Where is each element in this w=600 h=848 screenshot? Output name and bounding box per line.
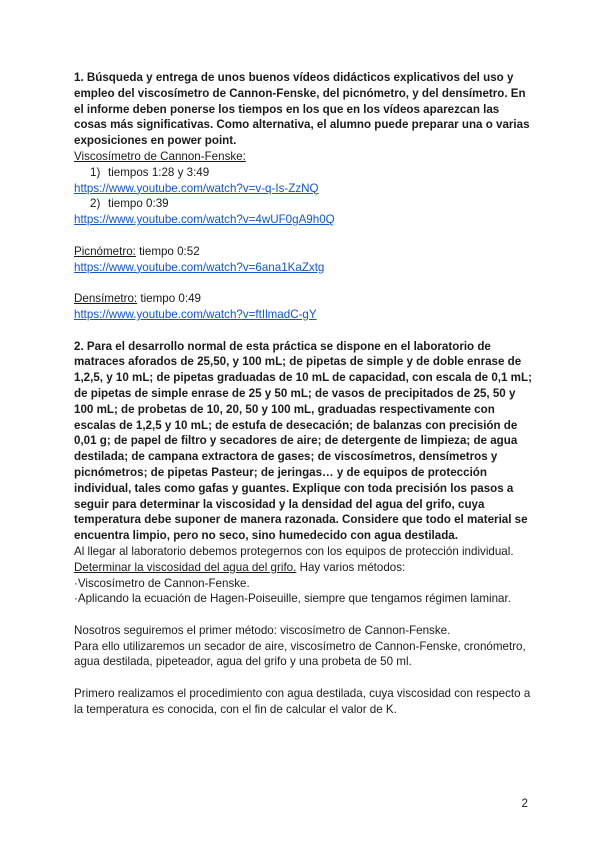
answer-paragraph: Para ello utilizaremos un secador de aire, viscosímetro de Cannon-Fenske, cronómetro, agua destilada, pipeteador, agua del grifo y una probeta de 50 ml. bbox=[74, 639, 526, 669]
method-item: ·Viscosímetro de Cannon-Fenske. bbox=[74, 576, 250, 590]
viscosity-heading-line bbox=[74, 560, 532, 576]
answer-paragraph: Primero realizamos el procedimiento con agua destilada, cuya viscosidad con respecto a la temperatura es conocida, con el fin de calcular el valor de K. bbox=[74, 687, 531, 716]
viscosimetro-heading: Viscosímetro de Cannon-Fenske: bbox=[74, 149, 246, 163]
picnometro-time: tiempo 0:52 bbox=[135, 244, 200, 258]
page-number: 2 bbox=[521, 797, 528, 810]
list-number: 2) bbox=[90, 197, 101, 211]
answer-paragraph: Al llegar al laboratorio debemos protegernos con los equipos de protección individual. bbox=[74, 544, 514, 558]
densimetro-time: tiempo 0:49 bbox=[137, 292, 201, 306]
picnometro-heading: Picnómetro: bbox=[74, 244, 136, 258]
picnometro-line bbox=[74, 244, 532, 260]
list-item bbox=[74, 165, 532, 181]
video-link-densimetro[interactable]: https://www.youtube.com/watch?v=ftIlmadC-gY bbox=[74, 307, 317, 321]
viscosity-heading-tail: Hay varios métodos: bbox=[296, 560, 406, 574]
densimetro-line bbox=[74, 291, 532, 307]
method-item: ·Aplicando la ecuación de Hagen-Poiseuille, siempre que tengamos régimen laminar. bbox=[74, 592, 511, 606]
document-body bbox=[74, 70, 532, 718]
video-link-picnometro[interactable]: https://www.youtube.com/watch?v=6ana1KaZxtg bbox=[74, 260, 325, 274]
video-link-1[interactable]: https://www.youtube.com/watch?v=v-q-Is-ZzNQ bbox=[74, 181, 319, 195]
question-1: 1. Búsqueda y entrega de unos buenos vídeos didácticos explicativos del uso y empleo del viscosímetro de Cannon-Fenske, del picnómetro, y del densímetro. En el informe deben ponerse los tiempos en los que en los vídeos aparezcan las cosas más significativas. Como alternativa, el alumno puede preparar una o varias exposiciones en power point. bbox=[74, 71, 530, 148]
list-item-text: tiempos 1:28 y 3:49 bbox=[108, 165, 210, 179]
question-2: 2. Para el desarrollo normal de esta práctica se dispone en el laboratorio de matraces aforados de 25,50, y 100 mL; de pipetas de simple y de doble enrase de 1,2,5, y 10 mL; de pipetas graduadas de 10 mL de capacidad, con escala de 0,1 mL; de pipetas de simple enrase de 25 y 50 mL; de vasos de precipitados de 25, 50 y 100 mL; de probetas de 10, 20, 50 y 100 mL, graduadas respectivamente con escalas de 1,2,5 y 10 mL; de estufa de desecación; de balanzas con precisión de 0,01 g; de papel de filtro y secadores de aire; de detergente de limpieza; de agua destilada; de campana extractora de gases; de viscosímetros, densímetros y picnómetros; de pipetas Pasteur; de jeringas… y de equipos de protección individual, tales como gafas y guantes. Explique con toda precisión los pasos a seguir para determinar la viscosidad y la densidad del agua del grifo, cuya temperatura debe suponer de manera razonada. Considere que todo el material se encuentra limpio, pero no seco, sino humedecido con agua destilada. bbox=[74, 339, 532, 543]
video-link-2[interactable]: https://www.youtube.com/watch?v=4wUF0gA9h0Q bbox=[74, 213, 335, 227]
densimetro-heading: Densímetro: bbox=[74, 292, 138, 306]
answer-paragraph: Nosotros seguiremos el primer método: viscosímetro de Cannon-Fenske. bbox=[74, 623, 451, 637]
list-number: 1) bbox=[90, 165, 101, 179]
list-item-text: tiempo 0:39 bbox=[108, 197, 169, 211]
viscosity-heading: Determinar la viscosidad del agua del grifo. bbox=[74, 560, 297, 574]
list-item bbox=[74, 196, 532, 212]
